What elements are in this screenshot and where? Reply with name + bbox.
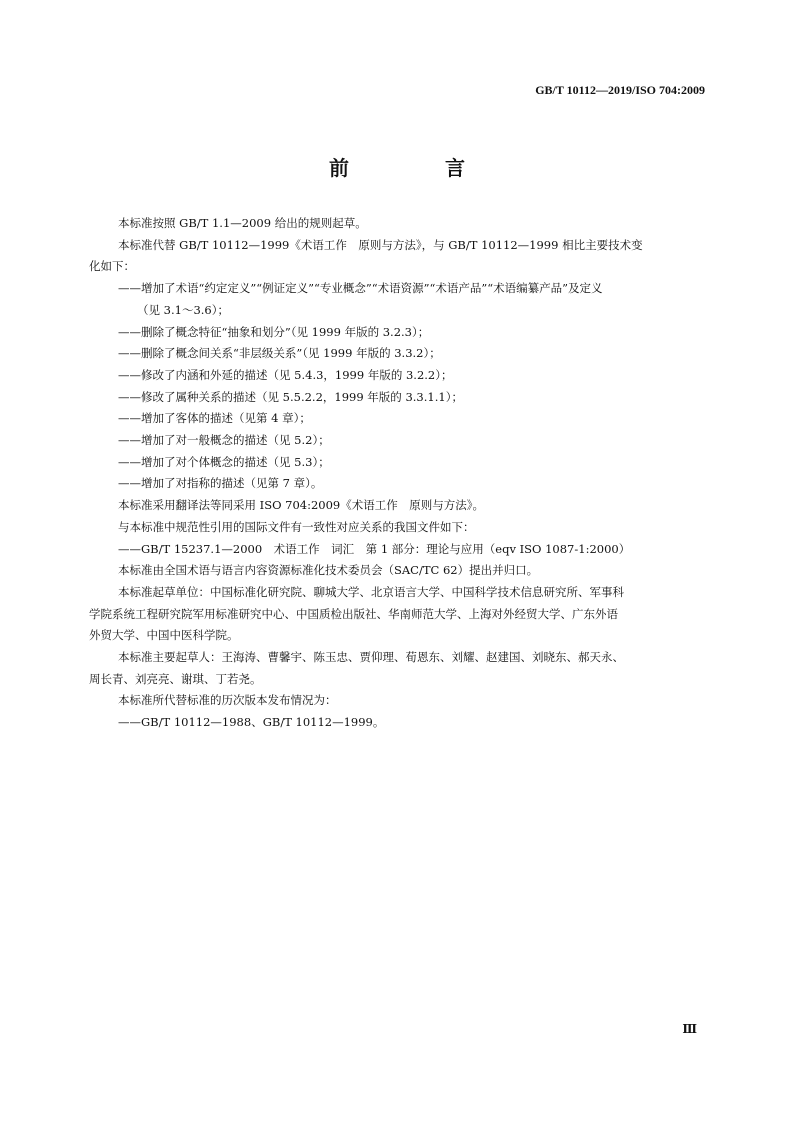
paragraph-line: 与本标准中规范性引用的国际文件有一致性对应关系的我国文件如下： [118,519,475,534]
paragraph-line: 化如下： [89,259,135,274]
paragraph-line: 本标准按照 GB/T 1.1—2009 给出的规则起草。 [118,216,367,230]
list-item: ——增加了术语“约定定义”“例证定义”“专业概念”“术语资源”“术语产品”“术语编纂产品”及定义 [118,281,603,296]
paragraph-line: 本标准采用翻译法等同采用 ISO 704:2009《术语工作 原则与方法》。 [118,498,484,513]
list-item: ——删除了概念特征“抽象和划分”（见 1999 年版的 3.2.3）； [118,324,430,339]
paragraph-line: 本标准代替 GB/T 10112—1999《术语工作 原则与方法》，与 GB/T 10112—1999 相比主要技术变 [118,237,643,252]
standard-number-header: GB/T 10112—2019/ISO 704:2009 [535,83,705,97]
list-item: ——GB/T 15237.1—2000 术语工作 词汇 第 1 部分：理论与应用（eqv ISO 1087-1:2000） [118,541,631,556]
paragraph-line: 外贸大学、中国中医科学院。 [89,628,239,643]
paragraph-line: 本标准起草单位：中国标准化研究院、聊城大学、北京语言大学、中国科学技术信息研究所、军事科 [118,584,624,599]
page-number: Ⅲ [682,1022,697,1036]
list-item: ——增加了对个体概念的描述（见 5.3）； [118,454,330,469]
list-item: ——修改了属种关系的描述（见 5.5.2.2，1999 年版的 3.3.1.1）； [118,389,463,404]
page-title: 前 言 [329,156,503,180]
paragraph-line: 学院系统工程研究院军用标准研究中心、中国质检出版社、华南师范大学、上海对外经贸大学、广东外语 [89,606,618,621]
list-item: ——增加了对一般概念的描述（见 5.2）； [118,433,330,448]
list-item: ——GB/T 10112—1988、GB/T 10112—1999。 [118,715,385,730]
foreword-body [89,213,707,734]
list-item-continuation: （见 3.1～3.6）； [137,302,229,317]
paragraph-line: 本标准主要起草人：王海涛、曹馨宇、陈玉忠、贾仰理、荀恩东、刘耀、赵建国、刘晓东、郝天永、 [118,650,624,665]
list-item: ——增加了对指称的描述（见第 7 章）。 [118,476,323,491]
paragraph-line: 周长青、刘亮亮、谢琪、丁若尧。 [89,671,262,686]
list-item: ——修改了内涵和外延的描述（见 5.4.3，1999 年版的 3.2.2）； [118,367,453,382]
paragraph-line: 本标准由全国术语与语言内容资源标准化技术委员会（SAC/TC 62）提出并归口。 [118,563,539,578]
paragraph-line: 本标准所代替标准的历次版本发布情况为： [118,693,337,708]
list-item: ——增加了客体的描述（见第 4 章）； [118,411,311,426]
list-item: ——删除了概念间关系“非层级关系”（见 1999 年版的 3.3.2）； [118,346,441,361]
